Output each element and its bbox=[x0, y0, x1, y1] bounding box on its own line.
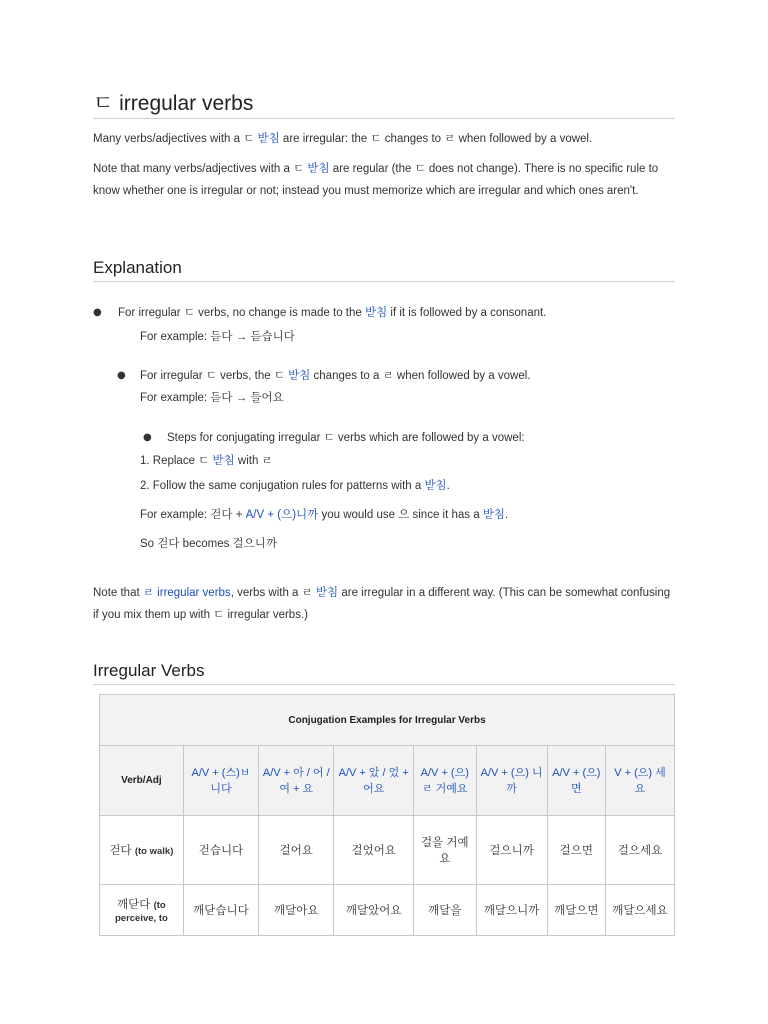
table-cell: 걷습니다 bbox=[183, 816, 258, 885]
table-cell: 걸으면 bbox=[547, 816, 605, 885]
intro-paragraph-1: Many verbs/adjectives with a ㄷ 받침 are irregular: the ㄷ changes to ㄹ when followed by a vowel. bbox=[93, 133, 593, 145]
conjugation-table bbox=[99, 694, 675, 936]
table-cell: 걸을 거예요 bbox=[413, 816, 476, 885]
table-row bbox=[100, 885, 675, 936]
column-header: Verb/Adj bbox=[100, 746, 184, 816]
verb-cell: 걷다 (to walk) bbox=[100, 816, 184, 885]
table-cell: 깨달았어요 bbox=[334, 885, 414, 936]
page-title: ㄷ irregular verbs bbox=[93, 92, 675, 119]
note-paragraph: Note that ㄹ irregular verbs, verbs with a ㄹ 받침 are irregular in a different way. (This can be somewhat confusing if you mix them up with ㄷ irregular verbs.) bbox=[93, 587, 671, 621]
table-cell: 깨달을 bbox=[413, 885, 476, 936]
table-cell: 깨달아요 bbox=[259, 885, 334, 936]
column-header[interactable]: A/V + 았 / 었 + 어요 bbox=[334, 746, 414, 816]
table-cell: 걸으세요 bbox=[605, 816, 674, 885]
batchim-link[interactable]: 받침 bbox=[315, 587, 339, 599]
table-cell: 깨달으면 bbox=[547, 885, 605, 936]
example-2: For example: 듣다 → 들어요 bbox=[140, 392, 284, 404]
table-row bbox=[100, 816, 675, 885]
column-header[interactable]: A/V + 아 / 어 / 여 + 요 bbox=[259, 746, 334, 816]
table-cell: 깨달으세요 bbox=[605, 885, 674, 936]
example-3: For example: 걷다 + A/V + (으)니까 you would use 으 since it has a 받침. bbox=[140, 509, 509, 521]
step-1: 1. Replace ㄷ 받침 with ㄹ bbox=[140, 455, 273, 467]
table-cell: 깨닫습니다 bbox=[183, 885, 258, 936]
example-4: So 걷다 becomes 걸으니까 bbox=[140, 538, 277, 550]
column-header[interactable]: V + (으) 세요 bbox=[605, 746, 674, 816]
column-header[interactable]: A/V + (으) 니까 bbox=[476, 746, 547, 816]
column-header[interactable]: A/V + (스)ㅂ니다 bbox=[183, 746, 258, 816]
column-header[interactable]: A/V + (으) ㄹ 거예요 bbox=[413, 746, 476, 816]
irregular-verbs-heading: Irregular Verbs bbox=[93, 661, 675, 685]
table-cell: 깨달으니까 bbox=[476, 885, 547, 936]
batchim-link[interactable]: 받침 bbox=[257, 133, 280, 145]
explanation-bullet-1: For irregular ㄷ verbs, no change is made to the 받침 if it is followed by a consonant. bbox=[118, 307, 547, 319]
bullet-icon: ● bbox=[143, 432, 152, 443]
step-2: 2. Follow the same conjugation rules for patterns with a 받침. bbox=[140, 480, 450, 492]
grammar-link[interactable]: A/V + (으)니까 bbox=[245, 509, 319, 521]
intro-paragraph-2: Note that many verbs/adjectives with a ㄷ 받침 are regular (the ㄷ does not change). There is no specific rule to know whether one is irregular or not; instead you must memorize which are irregular and which ones aren't. bbox=[93, 163, 659, 197]
verb-cell: 깨닫다 (to perceive, to bbox=[100, 885, 184, 936]
table-header-row bbox=[100, 746, 675, 816]
example-1: For example: 듣다 → 듣습니다 bbox=[140, 331, 295, 343]
explanation-bullet-3: Steps for conjugating irregular ㄷ verbs which are followed by a vowel: bbox=[167, 432, 525, 444]
explanation-bullet-2: For irregular ㄷ verbs, the ㄷ 받침 changes to a ㄹ when followed by a vowel. bbox=[140, 370, 531, 382]
batchim-link[interactable]: 받침 bbox=[482, 509, 506, 521]
table-cell: 걸었어요 bbox=[334, 816, 414, 885]
batchim-link[interactable]: 받침 bbox=[424, 480, 447, 492]
bullet-icon: ● bbox=[117, 370, 126, 381]
batchim-link[interactable]: 받침 bbox=[212, 455, 235, 467]
batchim-link[interactable]: 받침 bbox=[288, 370, 311, 382]
explanation-heading: Explanation bbox=[93, 258, 675, 282]
column-header[interactable]: A/V + (으) 면 bbox=[547, 746, 605, 816]
table-caption: Conjugation Examples for Irregular Verbs bbox=[100, 695, 675, 746]
batchim-link[interactable]: 받침 bbox=[364, 307, 388, 319]
table-cell: 걸으니까 bbox=[476, 816, 547, 885]
batchim-link[interactable]: 받침 bbox=[307, 163, 330, 175]
l-irregular-link[interactable]: ㄹ irregular verbs bbox=[142, 587, 231, 599]
table-cell: 걸어요 bbox=[259, 816, 334, 885]
bullet-icon: ● bbox=[93, 307, 102, 318]
